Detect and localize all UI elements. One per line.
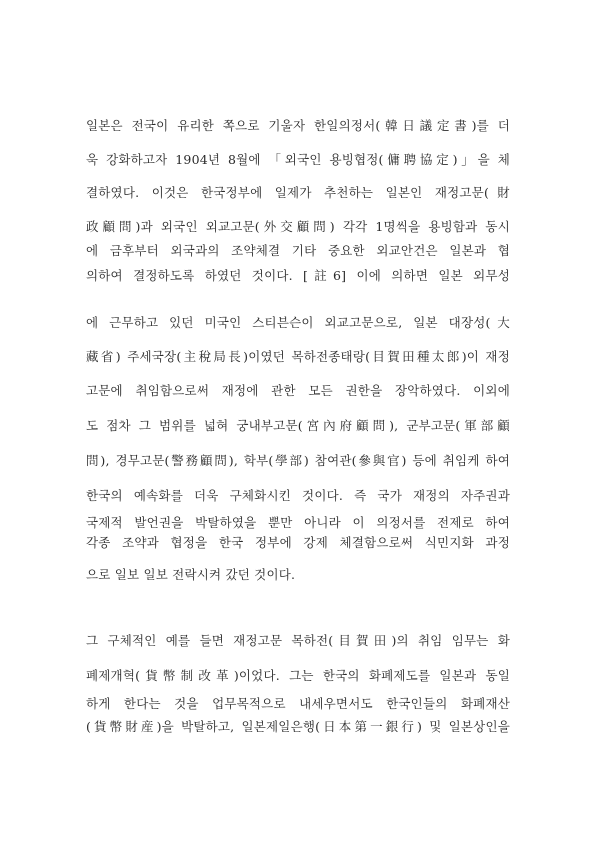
paragraph-line: 에 금후부터 외국과의 조약체결 기타 중요한 외교안건은 일본과 협	[86, 243, 510, 258]
paragraph-line: 그 구체적인 예를 들면 재정고문 목하전(目賀田)의 취임 임무는 화	[86, 633, 510, 648]
paragraph-line: 하게 한다는 것을 업무목적으로 내세우면서도 한국인들의 화폐재산	[86, 696, 510, 711]
paragraph-line: (貨幣財産)을 박탈하고, 일본제일은행(日本第一銀行) 및 일본상인을	[86, 719, 510, 734]
paragraph-line: 問), 경무고문(警務顧問), 학부(學部) 참여관(參與官) 등에 취임케 하여	[86, 453, 510, 468]
paragraph-line: 결하였다. 이것은 한국정부에 일제가 추천하는 일본인 재정고문(財	[86, 185, 510, 200]
paragraph-line: 일본은 전국이 유리한 쪽으로 기울자 한일의정서(韓日議定書)를 더	[86, 118, 510, 133]
paragraph-line: 욱 강화하고자 1904년 8월에 「외국인 용빙협정(傭聘協定)」을 체	[86, 152, 510, 167]
paragraph-line: 한국의 예속화를 더욱 구체화시킨 것이다. 즉 국가 재정의 자주권과	[86, 488, 510, 503]
paragraph-line: 에 근무하고 있던 미국인 스티븐슨이 외교고문으로, 일본 대장성(大	[86, 315, 510, 330]
paragraph-line: 으로 일보 일보 전락시켜 갔던 것이다.	[86, 567, 296, 582]
paragraph-line: 국제적 발언권을 박탈하였을 뿐만 아니라 이 의정서를 전제로 하여	[86, 515, 510, 530]
paragraph-line: 고문에 취임함으로써 재정에 관한 모든 권한을 장악하였다. 이외에	[86, 383, 510, 398]
paragraph-line: 도 점차 그 범위를 넓혀 궁내부고문(宮內府顧問), 군부고문(軍部顧	[86, 418, 510, 433]
paragraph-line: 藏省) 주세국장(主稅局長)이였던 목하전종태랑(目賀田種太郎)이 재정	[86, 349, 510, 364]
paragraph-line: 의하여 결정하도록 하였던 것이다. [註6] 이에 의하면 일본 외무성	[86, 268, 510, 283]
paragraph-line: 政顧問)과 외국인 외교고문(外交顧問) 각각 1명씩을 용빙함과 동시	[86, 219, 510, 234]
paragraph-line: 폐제개혁(貨幣制改革)이었다. 그는 한국의 화폐제도를 일본과 동일	[86, 668, 510, 683]
paragraph-line: 각종 조약과 협정을 한국 정부에 강제 체결함으로써 식민지화 과정	[86, 535, 510, 550]
